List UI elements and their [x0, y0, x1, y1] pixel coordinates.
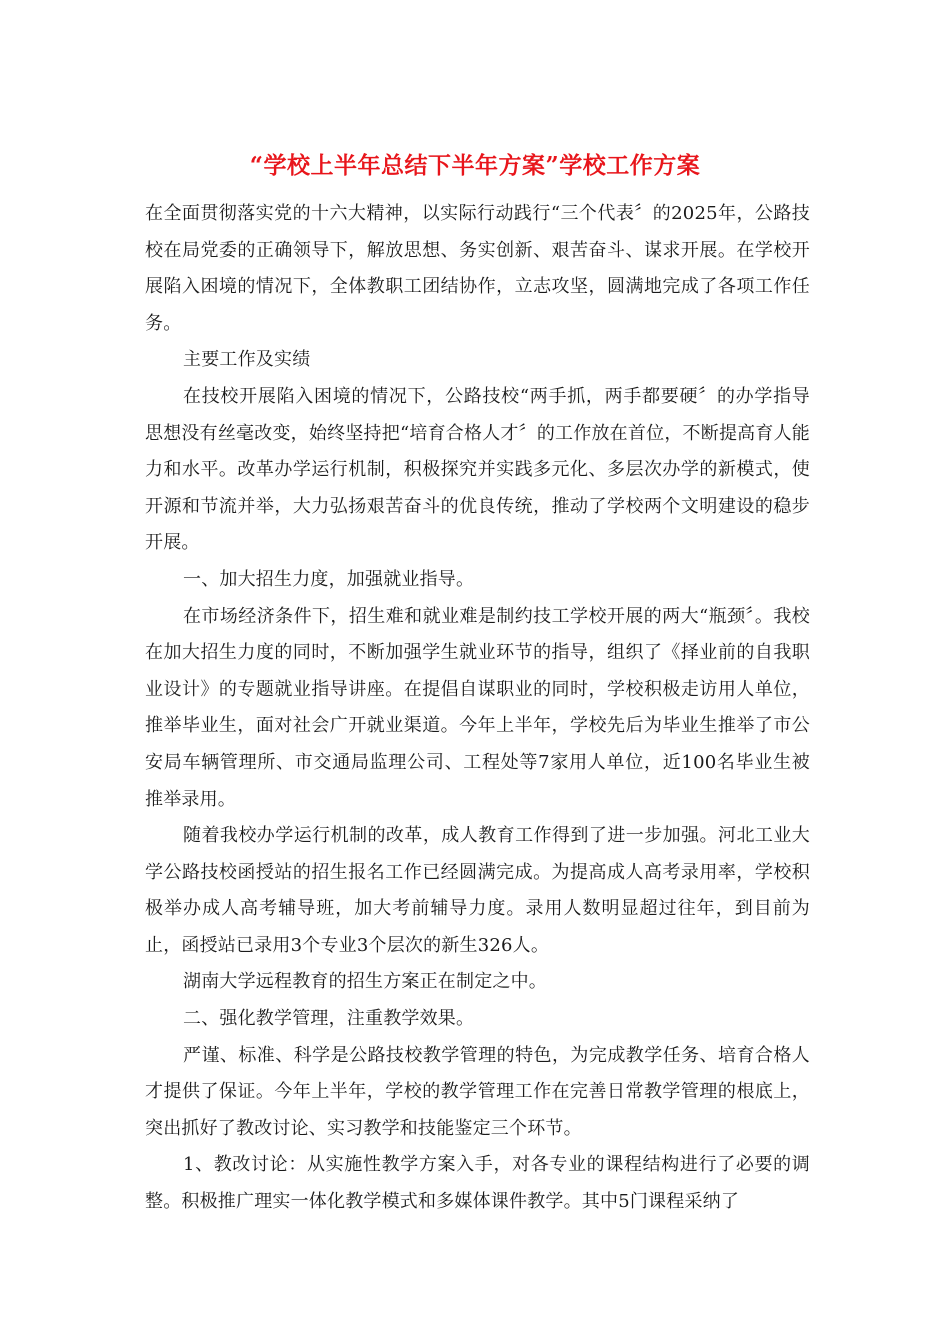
paragraph: 随着我校办学运行机制的改革，成人教育工作得到了进一步加强。河北工业大学公路技校函授站的招生报名工作已经圆满完成。为提高成人高考录用率，学校积极举办成人高考辅导班，加大考前辅导力度。录用人数明显超过往年，到目前为止，函授站已录用3个专业3个层次的新生326人。 [145, 825, 810, 956]
paragraph: 湖南大学远程教育的招生方案正在制定之中。 [183, 971, 547, 993]
paragraph: 1、教改讨论：从实施性教学方案入手，对各专业的课程结构进行了必要的调整。积极推广理实一体化教学模式和多媒体课件教学。其中5门课程采纳了 [145, 1154, 810, 1213]
document-body [145, 196, 810, 1221]
paragraph: 严谨、标准、科学是公路技校教学管理的特色，为完成教学任务、培育合格人才提供了保证。今年上半年，学校的教学管理工作在完善日常教学管理的根底上，突出抓好了教改讨论、实习教学和技能鉴定三个环节。 [145, 1044, 810, 1139]
section-heading: 主要工作及实绩 [183, 349, 311, 371]
section-heading: 二、强化教学管理，注重教学效果。 [183, 1008, 475, 1030]
section-heading: 一、加大招生力度，加强就业指导。 [183, 568, 475, 590]
document-title: “学校上半年总结下半年方案”学校工作方案 [249, 152, 701, 179]
paragraph: 在市场经济条件下，招生难和就业难是制约技工学校开展的两大“瓶颈〞。我校在加大招生力度的同时，不断加强学生就业环节的指导，组织了《择业前的自我职业设计》的专题就业指导讲座。在提倡自谋职业的同时，学校积极走访用人单位，推举毕业生，面对社会广开就业渠道。今年上半年，学校先后为毕业生推举了市公安局车辆管理所、市交通局监理公司、工程处等7家用人单位，近100名毕业生被推举录用。 [145, 605, 810, 810]
paragraph: 在全面贯彻落实党的十六大精神，以实际行动践行“三个代表〞的2025年，公路技校在局党委的正确领导下，解放思想、务实创新、艰苦奋斗、谋求开展。在学校开展陷入困境的情况下，全体教职工团结协作，立志攻坚，圆满地完成了各项工作任务。 [145, 203, 810, 334]
paragraph: 在技校开展陷入困境的情况下，公路技校“两手抓，两手都要硬〞的办学指导思想没有丝毫改变，始终坚持把“培育合格人才〞的工作放在首位，不断提高育人能力和水平。改革办学运行机制，积极探究并实践多元化、多层次办学的新模式，使开源和节流并举，大力弘扬艰苦奋斗的优良传统，推动了学校两个文明建设的稳步开展。 [145, 385, 810, 554]
